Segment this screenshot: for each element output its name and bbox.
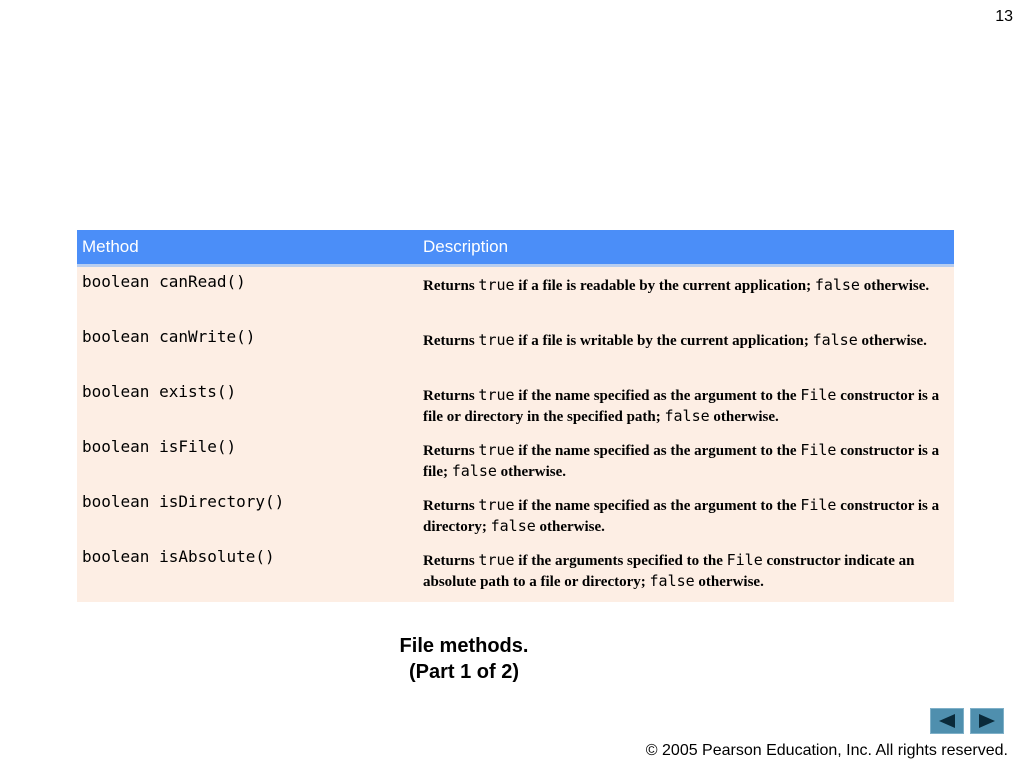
- description-text: Returns: [423, 443, 479, 459]
- description-text: if the name specified as the argument to the: [514, 388, 801, 404]
- code-literal: false: [812, 331, 858, 349]
- method-description: [418, 432, 954, 487]
- description-text: otherwise.: [857, 333, 927, 349]
- description-text: Returns: [423, 333, 479, 349]
- page-number: 13: [995, 8, 1013, 25]
- method-signature: boolean isAbsolute(): [82, 547, 275, 566]
- slide-navigation: [930, 708, 1004, 734]
- code-literal: File: [800, 386, 837, 404]
- code-literal: false: [814, 276, 860, 294]
- method-description: [418, 542, 954, 602]
- description-text: otherwise.: [694, 574, 764, 590]
- description-text: Returns: [423, 553, 479, 569]
- description-text: constructor is a directory;: [423, 498, 940, 535]
- code-literal: false: [664, 407, 710, 425]
- table-body: [77, 266, 954, 603]
- description-text: if the name specified as the argument to the: [514, 498, 801, 514]
- code-literal: true: [478, 331, 515, 349]
- description-text: if a file is readable by the current application;: [514, 278, 815, 294]
- code-literal: false: [649, 572, 695, 590]
- caption-line-2: (Part 1 of 2): [408, 661, 520, 683]
- code-literal: File: [800, 441, 837, 459]
- copyright-notice: © 2005 Pearson Education, Inc. All rights reserved.: [645, 742, 1008, 759]
- code-literal: false: [490, 517, 536, 535]
- method-description: [418, 487, 954, 542]
- method-signature: boolean isDirectory(): [82, 492, 285, 511]
- table-row: [77, 432, 954, 487]
- description-text: constructor indicate an absolute path to a file or directory;: [423, 553, 915, 590]
- next-slide-button[interactable]: [970, 708, 1004, 734]
- method-signature: boolean canRead(): [82, 272, 246, 291]
- code-literal: true: [478, 551, 515, 569]
- table-row: [77, 322, 954, 377]
- description-text: Returns: [423, 388, 479, 404]
- column-header-description: Description: [418, 230, 954, 266]
- description-text: otherwise.: [535, 519, 605, 535]
- code-literal: true: [478, 276, 515, 294]
- table-row: [77, 487, 954, 542]
- description-text: constructor is a file;: [423, 443, 940, 480]
- table-row: [77, 377, 954, 432]
- triangle-left-icon: [937, 713, 957, 729]
- code-literal: File: [800, 496, 837, 514]
- description-text: if the name specified as the argument to the: [514, 443, 801, 459]
- description-text: otherwise.: [859, 278, 930, 294]
- caption-line-1: File methods.: [399, 635, 529, 657]
- code-literal: File: [726, 551, 763, 569]
- description-text: if a file is writable by the current application;: [514, 333, 813, 349]
- table-row: [77, 266, 954, 323]
- file-methods-table: [77, 230, 954, 602]
- description-text: Returns: [423, 278, 479, 294]
- column-header-method: Method: [77, 230, 418, 266]
- triangle-right-icon: [977, 713, 997, 729]
- figure-caption: [0, 633, 928, 685]
- description-text: otherwise.: [709, 409, 779, 425]
- method-description: [418, 266, 954, 323]
- description-text: Returns: [423, 498, 479, 514]
- code-literal: true: [478, 496, 515, 514]
- method-signature: boolean canWrite(): [82, 327, 256, 346]
- method-description: [418, 322, 954, 377]
- code-literal: true: [478, 441, 515, 459]
- code-literal: true: [478, 386, 515, 404]
- description-text: otherwise.: [496, 464, 567, 480]
- table-header-row: [77, 230, 954, 266]
- method-description: [418, 377, 954, 432]
- description-text: if the arguments specified to the: [514, 553, 727, 569]
- method-signature: boolean exists(): [82, 382, 237, 401]
- table-row: [77, 542, 954, 602]
- code-literal: false: [451, 462, 497, 480]
- description-text: constructor is a file or directory in the specified path;: [423, 388, 940, 425]
- previous-slide-button[interactable]: [930, 708, 964, 734]
- method-signature: boolean isFile(): [82, 437, 237, 456]
